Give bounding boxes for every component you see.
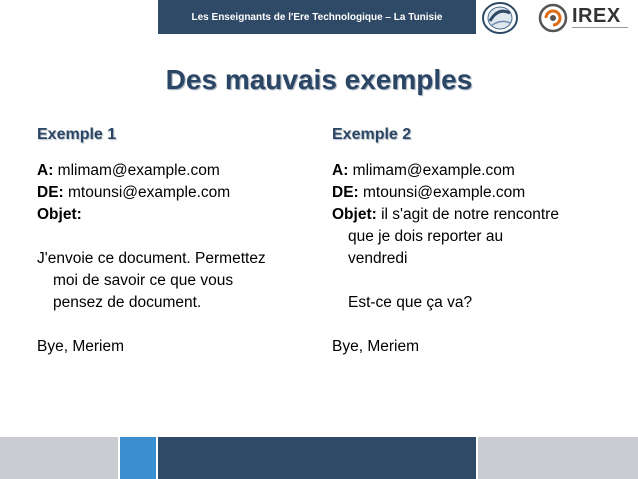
example2-from-line: [332, 182, 559, 204]
example1-to-line: [37, 160, 266, 182]
to-label: A:: [37, 162, 54, 179]
subject-label: Objet:: [37, 206, 82, 223]
from-label: DE:: [37, 184, 64, 201]
example2-email: [332, 160, 559, 358]
from-value: mtounsi@example.com: [68, 184, 231, 201]
to-label: A:: [332, 162, 349, 179]
footer-accent: [120, 437, 156, 479]
partner-logo: [478, 0, 522, 36]
from-label: DE:: [332, 184, 359, 201]
example2-subject-line: [332, 204, 559, 226]
irex-logo: [538, 2, 634, 36]
globe-logo-icon: [480, 1, 520, 35]
header-bar: [158, 0, 476, 34]
header-title: Les Enseignants de l'Ere Technologique – La Tunisie: [191, 11, 443, 23]
body-line: pensez de document.: [53, 294, 202, 311]
slide-title: Des mauvais exemples: [165, 64, 473, 95]
example1-heading: Exemple 1: [37, 126, 117, 143]
irex-wordmark: IREX: [572, 5, 621, 27]
footer-segment: [478, 437, 638, 479]
subject-continuation: que je dois reporter au: [348, 228, 504, 245]
footer-segment: [0, 437, 118, 479]
to-value: mlimam@example.com: [352, 162, 515, 179]
irex-underline: [572, 27, 628, 32]
footer-segment: [158, 437, 476, 479]
signature: Bye, Meriem: [37, 338, 124, 355]
example1-from-line: [37, 182, 266, 204]
irex-swirl-icon: [538, 2, 568, 34]
body-line: J'envoie ce document. Permettez: [37, 250, 266, 267]
footer-bar: [0, 437, 638, 479]
subject-value: il s'agit de notre rencontre: [381, 206, 559, 223]
subject-continuation: vendredi: [348, 250, 408, 267]
example1-subject-line: [37, 204, 266, 226]
example1-email: [37, 160, 266, 358]
subject-label: Objet:: [332, 206, 377, 223]
body-line: Est-ce que ça va?: [348, 294, 473, 311]
example2-heading: Exemple 2: [332, 126, 412, 143]
signature: Bye, Meriem: [332, 338, 419, 355]
to-value: mlimam@example.com: [57, 162, 220, 179]
example2-to-line: [332, 160, 559, 182]
body-line: moi de savoir ce que vous: [53, 272, 234, 289]
from-value: mtounsi@example.com: [363, 184, 526, 201]
